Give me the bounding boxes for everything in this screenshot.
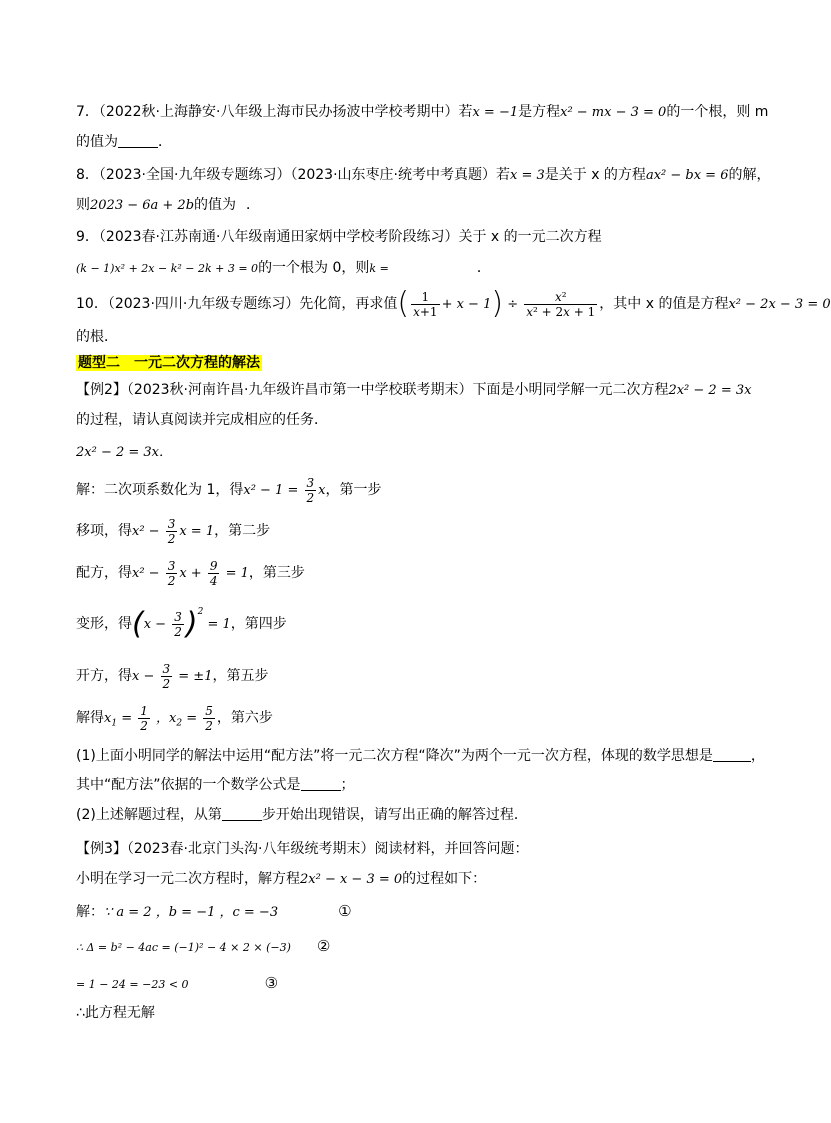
text: ∴此方程无解 xyxy=(76,1005,155,1021)
question-10-line-2 xyxy=(76,328,118,346)
step-5 xyxy=(76,658,268,694)
answer-blank[interactable] xyxy=(222,806,262,821)
question-number: 7． xyxy=(76,104,99,120)
math-equation: x² − 2x − 3 = 0 xyxy=(728,297,831,312)
step-6-math: $x_1$ = $\frac{1}{2}$ ，$x_2$ = $\frac{5}{2}$ xyxy=(104,704,213,733)
math-equation: 2x² − 2 = 3x． xyxy=(76,445,173,460)
text: 是方程 xyxy=(518,104,561,120)
math-expression: x = 3 xyxy=(509,168,545,183)
text: ，第六步 xyxy=(216,710,273,726)
circled-number: ② xyxy=(316,937,331,955)
question-9-line-2 xyxy=(76,259,491,278)
step-3 xyxy=(76,555,305,591)
question-source: （2022秋·上海静安·八年级上海市民办扬波中学校考期中） xyxy=(98,104,459,120)
text: 的值为 xyxy=(194,197,237,213)
math-expression: k = xyxy=(369,262,389,275)
text: 则 xyxy=(76,197,90,213)
example-label: 【例3】 xyxy=(76,841,127,857)
text: 若 xyxy=(458,104,473,120)
question-source: （2023·全国·九年级专题练习）（2023·山东枣庄·统考中考真题） xyxy=(98,167,496,183)
math-expression: ∴ Δ = b² − 4ac = (−1)² − 4 × 2 × (−3) xyxy=(76,941,291,954)
math-expression: ∵ a = 2 ，b = −1 ，c = −3 xyxy=(104,905,279,920)
right-paren: ) xyxy=(491,286,504,321)
circled-number: ① xyxy=(338,902,352,920)
step-1 xyxy=(76,472,381,508)
example-3-step-4 xyxy=(76,1004,155,1022)
answer-blank[interactable] xyxy=(389,260,477,274)
example-3-line-2 xyxy=(76,870,486,889)
math-expression: 2023 − 6a + 2b xyxy=(90,198,195,213)
text: ，第二步 xyxy=(214,523,271,539)
text: ，其中 x 的值是方程 xyxy=(599,296,729,312)
text: ． xyxy=(476,260,491,276)
text: 解：二次项系数化为 1，得 xyxy=(76,482,244,498)
text: 若 xyxy=(495,167,510,183)
text: (1)上面小明同学的解法中运用“配方法”将一元二次方程“降次”为两个一元一次方程，体现的数学思想是 xyxy=(76,748,713,764)
question-8-line-2 xyxy=(76,196,260,215)
example-3-step-1 xyxy=(76,902,352,922)
step-1-math: x² − 1 = $\frac{3}{2}$ x xyxy=(243,476,326,505)
answer-blank[interactable] xyxy=(236,197,246,211)
text: 的根． xyxy=(76,329,118,345)
task-1-line-1 xyxy=(76,747,765,765)
question-source: （2023春·江苏南通·八年级南通田家炳中学校考阶段练习） xyxy=(98,229,459,245)
text: 配方，得 xyxy=(76,565,132,581)
math-equation: (k − 1)x² + 2x − k² − 2k + 3 = 0 xyxy=(76,262,259,275)
text: 解： xyxy=(76,904,104,920)
math-equation: 2x² − x − 3 = 0 xyxy=(300,872,403,887)
math-equation: 2x² − 2 = 3x xyxy=(668,383,752,398)
text: ． xyxy=(158,134,172,150)
math-equation: ax² − bx = 6 xyxy=(645,168,729,183)
fraction-expression: ( $\frac{1}{x+1}$ + x − 1) ÷ $\frac{\text{x²}}{\text{x² + 2x + 1}}$ xyxy=(397,286,596,321)
math-equation: x² − mx − 3 = 0 xyxy=(560,105,667,120)
answer-blank[interactable] xyxy=(118,133,158,148)
task-1-line-2 xyxy=(76,776,355,794)
text: ，第一步 xyxy=(325,482,382,498)
question-7-line-2 xyxy=(76,133,172,151)
text: 下面是小明同学解一元二次方程 xyxy=(472,382,669,398)
task-2 xyxy=(76,806,528,824)
circled-number: ③ xyxy=(264,974,279,992)
text: 的解， xyxy=(728,167,771,183)
step-2 xyxy=(76,513,270,549)
text: 的过程，请认真阅读并完成相应的任务． xyxy=(76,412,328,428)
step-4-math: (x − $\frac{3}{2}$ )$^2$ = 1 xyxy=(132,606,231,642)
math-expression: x = −1 xyxy=(472,105,519,120)
text: 关于 x 的一元二次方程 xyxy=(458,229,602,245)
text: 解得 xyxy=(76,710,104,726)
text: 其中“配方法”依据的一个数学公式是 xyxy=(76,777,301,793)
example-source: （2023秋·河南许昌·九年级许昌市第一中学校联考期末） xyxy=(126,382,473,398)
step-5-math: x − $\frac{3}{2}$ = ±1 xyxy=(132,662,213,691)
text: 的值为 xyxy=(76,134,118,150)
fraction: $\frac{1}{x+1}$ xyxy=(413,289,438,319)
question-10-line-1 xyxy=(76,286,831,322)
example-source: （2023春·北京门头沟·八年级统考期末） xyxy=(126,841,375,857)
step-4 xyxy=(76,604,287,644)
math-expression: = 1 − 24 = −23 < 0 xyxy=(76,978,189,991)
text: 变形，得 xyxy=(76,616,132,632)
text: 移项，得 xyxy=(76,523,132,539)
question-8-line-1 xyxy=(76,166,770,185)
text: ，第三步 xyxy=(248,565,305,581)
question-number: 10． xyxy=(76,296,108,312)
text: 阅读材料，并回答问题： xyxy=(374,841,529,857)
text: ，第五步 xyxy=(212,668,269,684)
answer-blank[interactable] xyxy=(301,776,341,791)
question-source: （2023·四川·九年级专题练习） xyxy=(107,296,300,312)
example-3-step-2 xyxy=(76,937,330,957)
left-paren: ( xyxy=(397,286,410,321)
step-3-math: x² − $\frac{3}{2}$ x + $\frac{9}{4}$ = 1 xyxy=(132,559,249,588)
example-label: 【例2】 xyxy=(76,382,127,398)
section-title: 题型二 一元二次方程的解法 xyxy=(78,355,260,371)
text: 小明在学习一元二次方程时，解方程 xyxy=(76,871,300,887)
text: 开方，得 xyxy=(76,668,132,684)
text: (2)上述解题过程，从第 xyxy=(76,807,222,823)
example-2-equation xyxy=(76,443,172,462)
question-7-line-1 xyxy=(76,103,768,122)
text: ，第四步 xyxy=(230,616,287,632)
text: 的一个根，则 m xyxy=(666,104,769,120)
step-2-math: x² − $\frac{3}{2}$ x = 1 xyxy=(132,517,215,546)
text: ； xyxy=(340,777,355,793)
question-number: 8． xyxy=(76,167,99,183)
example-3-step-3 xyxy=(76,974,278,994)
example-2-line-1 xyxy=(76,381,751,400)
text: 是关于 x 的方程 xyxy=(544,167,646,183)
question-9-line-1 xyxy=(76,228,602,246)
fraction: $\frac{\text{x²}}{\text{x² + 2x + 1}}$ xyxy=(526,289,596,319)
step-6 xyxy=(76,700,273,736)
example-2-line-2 xyxy=(76,411,328,429)
text: 先化简，再求值 xyxy=(299,296,398,312)
answer-blank[interactable] xyxy=(713,747,751,762)
text: 步开始出现错误，请写出正确的解答过程． xyxy=(261,807,528,823)
text: 的过程如下： xyxy=(402,871,487,887)
example-3-line-1 xyxy=(76,840,528,858)
text: 的一个根为 0，则 xyxy=(258,260,370,276)
text: ， xyxy=(750,748,765,764)
section-heading xyxy=(76,354,262,372)
question-number: 9． xyxy=(76,229,99,245)
text: ． xyxy=(246,197,261,213)
